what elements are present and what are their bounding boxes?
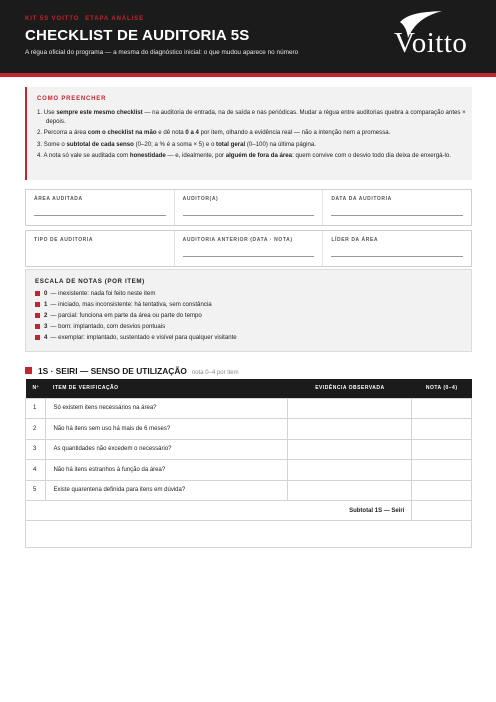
section-hint: nota 0–4 por item xyxy=(191,370,239,376)
row-number: 1 xyxy=(26,398,46,419)
score-cell[interactable] xyxy=(412,460,472,481)
evidence-cell[interactable] xyxy=(288,439,412,460)
row-number: 4 xyxy=(26,460,46,481)
table-row xyxy=(26,419,472,440)
row-item: Não há itens sem uso há mais de 6 meses? xyxy=(46,419,288,440)
header xyxy=(0,0,496,73)
red-square-icon xyxy=(35,335,40,340)
row-item: Existe quarentena definida para itens em dúvida? xyxy=(46,480,288,501)
table-row xyxy=(26,398,472,419)
subtotal-cell[interactable] xyxy=(412,501,472,521)
notes-row xyxy=(26,521,472,548)
col-header-item: ITEM DE VERIFICAÇÃO xyxy=(46,379,288,398)
section-heading: 1S · SEIRI — SENSO DE UTILIZAÇÃO xyxy=(38,366,187,376)
page-subtitle: A régua oficial do programa — a mesma do diagnóstico inicial: o que mudou aparece no número xyxy=(25,49,299,56)
eyebrow-kit: KIT 5S VOITTO xyxy=(25,16,80,22)
table-row xyxy=(26,460,472,481)
subtotal-row xyxy=(26,501,472,521)
instruction-item: 2. Percorra a área com o checklist na mão e dê nota 0 a 4 por item, olhando a evidência real — não a intenção nem a promessa. xyxy=(37,129,391,137)
table-row xyxy=(26,480,472,501)
checklist-table xyxy=(25,379,472,548)
evidence-cell[interactable] xyxy=(288,480,412,501)
row-number: 2 xyxy=(26,419,46,440)
field-label: ÁREA AUDITADA xyxy=(34,196,83,202)
score-cell[interactable] xyxy=(412,439,472,460)
field-area[interactable] xyxy=(26,190,175,225)
score-scale-box xyxy=(25,269,472,352)
col-header-evidence: EVIDÊNCIA OBSERVADA xyxy=(288,379,412,398)
page-title: CHECKLIST DE AUDITORIA 5S xyxy=(25,27,250,44)
score-cell[interactable] xyxy=(412,419,472,440)
table-row xyxy=(26,439,472,460)
red-square-icon xyxy=(35,302,40,307)
notes-cell[interactable] xyxy=(26,521,472,548)
instruction-item: 4. A nota só vale se auditada com honestidade — e, idealmente, por alguém de fora da área: quem convive com o desvio todo dia deixa de enxergá-lo. xyxy=(37,152,451,160)
meta-row-2 xyxy=(25,230,472,267)
field-label: LÍDER DA ÁREA xyxy=(331,237,379,243)
row-number: 3 xyxy=(26,439,46,460)
score-cell[interactable] xyxy=(412,480,472,501)
score-cell[interactable] xyxy=(412,398,472,419)
scale-item: 1 — iniciado, mas inconsistente: há tentativa, sem constância xyxy=(35,301,212,308)
evidence-cell[interactable] xyxy=(288,398,412,419)
table-header-row xyxy=(26,379,472,398)
fill-line xyxy=(331,215,463,216)
row-item: Não há itens estranhos à função da área? xyxy=(46,460,288,481)
field-audit-type[interactable] xyxy=(26,231,175,266)
field-audit-date[interactable] xyxy=(323,190,471,225)
scale-item: 2 — parcial: funciona em parte da área ou parte do tempo xyxy=(35,312,202,319)
field-previous-audit[interactable] xyxy=(175,231,324,266)
scale-item: 3 — bom: implantado, com desvios pontuais xyxy=(35,323,165,330)
field-label: AUDITORIA ANTERIOR (DATA · NOTA) xyxy=(182,237,293,243)
subtotal-label: Subtotal 1S — Seiri xyxy=(26,501,412,521)
eyebrow-stage: ETAPA ANÁLISE xyxy=(85,16,144,22)
voitto-logo: Voitto xyxy=(394,27,468,59)
meta-row-1 xyxy=(25,189,472,226)
field-auditor[interactable] xyxy=(175,190,324,225)
fill-line xyxy=(331,256,463,257)
fill-line xyxy=(183,256,315,257)
accent-bar xyxy=(0,73,496,77)
evidence-cell[interactable] xyxy=(288,419,412,440)
red-square-icon xyxy=(35,313,40,318)
red-square-icon xyxy=(25,367,32,374)
red-square-icon xyxy=(35,324,40,329)
instruction-item: 1. Use sempre este mesmo checklist — na auditoria de entrada, na de saída e nas periódicas. Mudar a régua entre auditorias quebra a comparação antes × depois. xyxy=(37,109,466,125)
instructions-title: COMO PREENCHER xyxy=(37,96,107,102)
fill-line xyxy=(183,215,315,216)
instruction-item: 3. Some o subtotal de cada senso (0–20; a % é a soma × 5) e o total geral (0–100) na última página. xyxy=(37,140,316,148)
col-header-score: NOTA (0–4) xyxy=(412,379,472,398)
field-label: TIPO DE AUDITORIA xyxy=(34,237,94,243)
field-label: DATA DA AUDITORIA xyxy=(331,196,392,202)
row-item: As quantidades não excedem o necessário? xyxy=(46,439,288,460)
red-square-icon xyxy=(35,291,40,296)
instructions-box xyxy=(25,87,472,180)
row-item: Só existem itens necessários na área? xyxy=(46,398,288,419)
fill-line xyxy=(34,215,166,216)
scale-item: 0 — inexistente: nada foi feito neste item xyxy=(35,290,155,297)
field-area-leader[interactable] xyxy=(323,231,471,266)
field-label: AUDITOR(A) xyxy=(182,196,219,202)
scale-title: ESCALA DE NOTAS (POR ITEM) xyxy=(35,278,145,285)
instructions-list xyxy=(37,109,467,164)
eyebrow xyxy=(25,16,144,22)
section-title xyxy=(25,361,239,379)
evidence-cell[interactable] xyxy=(288,460,412,481)
row-number: 5 xyxy=(26,480,46,501)
col-header-num: Nº xyxy=(26,379,46,398)
scale-item: 4 — exemplar: implantado, sustentado e visível para qualquer visitante xyxy=(35,334,237,341)
